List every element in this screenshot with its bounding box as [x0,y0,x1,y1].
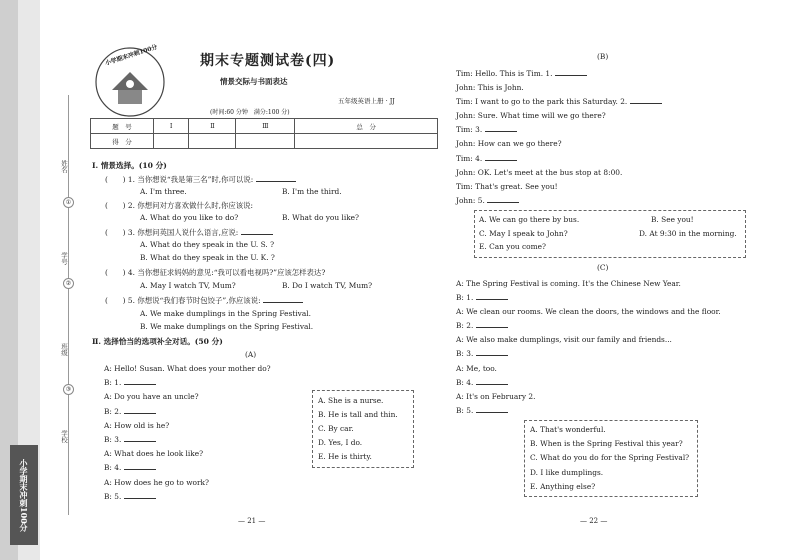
answer-paren[interactable]: ( ) [105,228,126,237]
score-cell[interactable] [295,134,438,149]
option-item: D. I like dumplings. [530,467,604,477]
dialog-line: John: How can we go there? [456,139,562,149]
options-box-a [312,390,414,468]
option-item: A. She is a nurse. [318,396,384,405]
option-item: D. At 9:30 in the morning. [639,228,737,238]
q5-option-a: A. We make dumplings in the Spring Festival. [140,309,311,318]
question-text: 1. 当你想说“我是第三名”时,你可以说: [127,175,254,184]
dialog-line: A: How old is he? [104,420,170,430]
question-text: 5. 你想说“我们春节时包饺子”,你应该说: [127,296,261,305]
q3-option-a: A. What do they speak in the U. S. ? [140,240,275,249]
score-cell: 总 分 [295,119,438,134]
option-item: A. We can go there by bus. [479,215,580,224]
score-table-score-row [91,134,438,149]
dialog-a [104,362,271,504]
question-text: 2. 你想问对方喜欢做什么时,你应该说: [127,201,254,210]
option-item: A. That's wonderful. [530,425,606,434]
dialog-line: Tim: That's great. See you! [456,181,558,191]
page-number-left: — 21 — [238,517,266,525]
dialog-line: B: 2. [456,319,721,333]
score-cell: Ⅲ [236,119,295,134]
q2-option-b: B. What do you like? [282,213,360,222]
question-2 [105,200,253,211]
answer-paren[interactable]: ( ) [105,175,126,184]
dialog-line: B: 3. [104,433,271,447]
dialog-line: A: The Spring Festival is coming. It's the Chinese New Year. [456,279,681,288]
dialog-line: A: What does he look like? [104,449,204,459]
option-item: E. Anything else? [530,481,596,491]
q3-option-b: B. What do they speak in the U. K. ? [140,253,275,262]
option-item: C. May I speak to John? [479,228,568,238]
grade-label: 五年级英语上册 · JJ [338,97,395,105]
question-1 [105,174,296,185]
answer-blank[interactable] [476,293,508,300]
option-item: D. Yes, I do. [318,438,363,447]
page-subtitle: 情景交际与书面表达 [220,77,288,86]
q1-option-b: B. I'm the third. [282,187,342,196]
option-row [479,213,741,227]
question-5 [105,295,303,306]
score-cell: Ⅱ [189,119,236,134]
option-item: E. He is thirty. [318,452,372,461]
answer-blank[interactable] [124,378,156,385]
answer-blank[interactable] [630,97,662,104]
label-school: 学校 [60,430,68,443]
options-box-c [524,420,698,497]
dialog-line: A: We also make dumplings, visit our family and friends... [456,335,672,345]
answer-blank[interactable] [263,296,303,303]
part-b-label: (B) [597,52,609,61]
answer-blank[interactable] [485,125,517,132]
emblem-house-body [118,90,142,104]
section-1-title: Ⅰ. 情景选择。(10 分) [92,161,167,170]
score-cell: 得 分 [91,134,154,149]
dialog-line: B: 5. [456,404,721,418]
question-4 [105,267,325,278]
answer-blank[interactable] [124,463,156,470]
dialog-line: Tim: 3. [456,123,662,137]
label-name: 姓名 [60,160,68,173]
binding-marker-1: ① [63,197,74,208]
option-item: C. What do you do for the Spring Festival? [530,453,690,463]
dialog-line: John: This is John. [456,83,524,93]
dialog-line: B: 5. [104,490,271,504]
dialog-line: B: 1. [456,291,721,305]
answer-blank[interactable] [485,154,517,161]
q2-option-a: A. What do you like to do? [140,213,239,222]
option-item: E. Can you come? [479,242,546,251]
dialog-line: A: How does he go to work? [104,477,209,487]
q5-option-b: B. We make dumplings on the Spring Festival. [140,322,314,331]
binding-marker-2: ② [63,278,74,289]
series-logo: 小学期末冲刺100分 [10,445,38,545]
q4-option-b: B. Do I watch TV, Mum? [282,281,373,290]
dialog-line: John: 5. [456,194,662,208]
section-2-title: Ⅱ. 选择恰当的选项补全对话。(50 分) [92,337,223,346]
option-item: B. When is the Spring Festival this year? [530,439,683,449]
emblem-text: 小学期末冲刺100分 [104,43,159,68]
score-cell[interactable] [154,134,189,149]
option-item: B. He is tall and thin. [318,410,398,419]
dialog-line: B: 4. [456,376,721,390]
question-text: 4. 当你想征求妈妈的意见:“我可以看电视吗?”应该怎样表达? [127,268,326,277]
part-a-label: (A) [245,350,257,359]
score-cell[interactable] [189,134,236,149]
q4-option-a: A. May I watch TV, Mum? [140,281,236,290]
emblem-window [126,80,134,88]
q1-option-a: A. I'm three. [140,187,187,196]
dialog-line: A: We clean our rooms. We clean the doors, the windows and the floor. [456,307,721,317]
dialog-line: John: Sure. What time will we go there? [456,111,606,121]
answer-blank[interactable] [476,378,508,385]
label-class: 班级 [60,343,68,356]
label-student-id: 学号 [60,252,68,265]
dialog-b [456,67,662,208]
dialog-c [456,277,721,418]
dialog-line: B: 1. [104,376,271,390]
answer-blank[interactable] [124,435,156,442]
dialog-line: A: Me, too. [456,363,497,373]
option-item: B. See you! [651,215,694,224]
dialog-line: A: Do you have an uncle? [104,392,199,402]
dialog-line: B: 4. [104,461,271,475]
page-title: 期末专题测试卷(四) [200,53,336,69]
dialog-line: Tim: I want to go to the park this Saturday. 2. [456,95,662,109]
time-info: (时间:60 分钟 满分:100 分) [210,109,290,116]
question-text: 3. 你想问英国人说什么语言,应说: [127,228,239,237]
answer-blank[interactable] [555,69,587,76]
page-number-right: — 22 — [580,517,608,525]
score-table-header-row [91,119,438,134]
options-box-b [474,210,746,258]
part-c-label: (C) [597,263,609,272]
answer-paren[interactable]: ( ) [105,268,126,277]
answer-blank[interactable] [476,321,508,328]
option-item: C. By car. [318,424,354,433]
binding-marker-3: ③ [63,384,74,395]
answer-blank[interactable] [256,175,296,182]
score-cell[interactable] [236,134,295,149]
dialog-line: Tim: 4. [456,152,662,166]
answer-blank[interactable] [241,228,273,235]
score-table [90,118,438,149]
answer-blank[interactable] [124,407,156,414]
option-row [479,227,741,241]
dialog-line: B: 3. [456,347,721,361]
score-cell: Ⅰ [154,119,189,134]
answer-blank[interactable] [124,492,156,499]
dialog-line: B: 2. [104,405,271,419]
score-cell: 题 号 [91,119,154,134]
answer-paren[interactable]: ( ) [105,296,126,305]
dialog-line: John: OK. Let's meet at the bus stop at 8:00. [456,167,623,177]
dialog-line: A: Hello! Susan. What does your mother do? [104,364,271,373]
answer-blank[interactable] [487,196,519,203]
answer-blank[interactable] [476,406,508,413]
answer-paren[interactable]: ( ) [105,201,126,210]
answer-blank[interactable] [476,349,508,356]
dialog-line: A: It's on February 2. [456,391,536,401]
question-3 [105,227,273,238]
dialog-line: Tim: Hello. This is Tim. 1. [456,67,662,81]
binding-line [68,95,69,515]
